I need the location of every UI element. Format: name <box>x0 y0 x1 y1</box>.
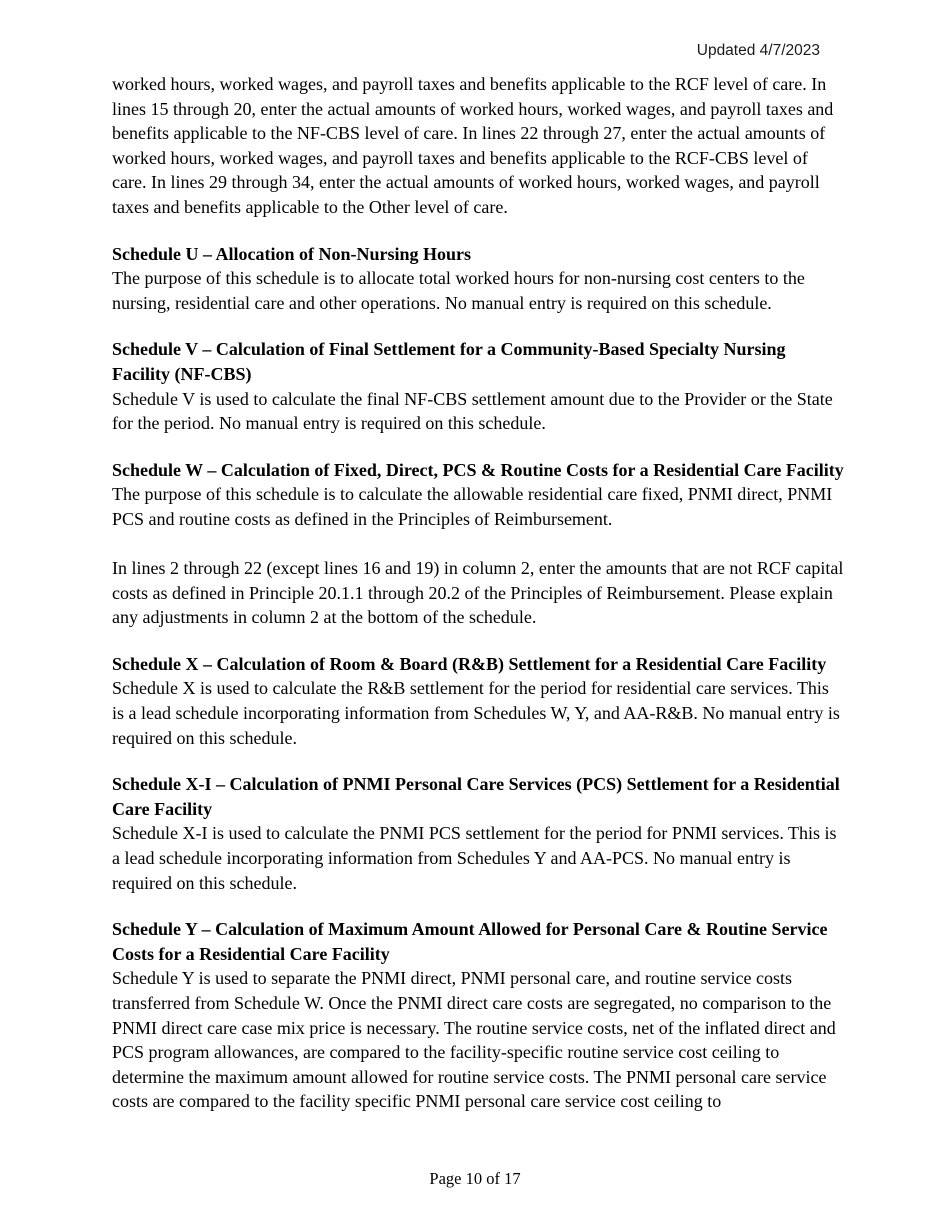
intro-paragraph: worked hours, worked wages, and payroll taxes and benefits applicable to the RCF level of care. In lines 15 through 20, enter the actual amounts of worked hours, worked wages, and payroll taxes and benefits applicable to the NF-CBS level of care. In lines 22 through 27, enter the actual amounts of worked hours, worked wages, and payroll taxes and benefits applicable to the RCF-CBS level of care. In lines 29 through 34, enter the actual amounts of worked hours, worked wages, and payroll taxes and benefits applicable to the Other level of care. <box>112 74 834 217</box>
schedule-w-body-2: In lines 2 through 22 (except lines 16 and 19) in column 2, enter the amounts that are not RCF capital costs as defined in Principle 20.1.1 through 20.2 of the Principles of Reimbursement. Please explain any adjustments in column 2 at the bottom of the schedule. <box>112 558 844 628</box>
schedule-x-i-body: Schedule X-I is used to calculate the PNMI PCS settlement for the period for PNMI services. This is a lead schedule incorporating information from Schedules Y and AA-PCS. No manual entry is required on this schedule. <box>112 823 837 893</box>
section-schedule-x-i <box>112 772 844 895</box>
schedule-x-body: Schedule X is used to calculate the R&B settlement for the period for residential care services. This is a lead schedule incorporating information from Schedules W, Y, and AA-R&B. No manual entry is required on this schedule. <box>112 678 840 748</box>
schedule-x-heading: Schedule X – Calculation of Room & Board (R&B) Settlement for a Residential Care Facility <box>112 653 827 674</box>
schedule-y-heading: Schedule Y – Calculation of Maximum Amount Allowed for Personal Care & Routine Service Costs for a Residential Care Facility <box>112 919 828 964</box>
section-schedule-y <box>112 917 844 1114</box>
schedule-u-heading: Schedule U – Allocation of Non-Nursing Hours <box>112 243 472 264</box>
schedule-x-i-heading: Schedule X-I – Calculation of PNMI Personal Care Services (PCS) Settlement for a Residential Care Facility <box>112 774 840 819</box>
schedule-w-body: The purpose of this schedule is to calculate the allowable residential care fixed, PNMI direct, PNMI PCS and routine costs as defined in the Principles of Reimbursement. <box>112 484 833 529</box>
schedule-v-body: Schedule V is used to calculate the final NF-CBS settlement amount due to the Provider or the State for the period. No manual entry is required on this schedule. <box>112 388 833 434</box>
section-schedule-w <box>112 458 844 630</box>
section-schedule-u <box>112 242 844 316</box>
schedule-y-body: Schedule Y is used to separate the PNMI direct, PNMI personal care, and routine service costs transferred from Schedule W. Once the PNMI direct care costs are segregated, no comparison to the PNMI direct care case mix price is necessary. The routine service costs, net of the inflated direct and PCS program allowances, are compared to the facility-specific routine service cost ceiling to determine the maximum amount allowed for routine service costs. The PNMI personal care service costs are compared to the facility specific PNMI personal care service cost ceiling to <box>112 968 836 1112</box>
schedule-u-body: The purpose of this schedule is to allocate total worked hours for non-nursing cost centers to the nursing, residential care and other operations. No manual entry is required on this schedule. <box>112 268 805 313</box>
section-schedule-x <box>112 652 844 750</box>
schedule-v-heading: Schedule V – Calculation of Final Settlement for a Community-Based Specialty Nursing Facility (NF-CBS) <box>112 339 786 384</box>
section-schedule-v <box>112 337 844 435</box>
page-content <box>112 72 844 1136</box>
page-number: Page 10 of 17 <box>429 1169 521 1188</box>
updated-date: Updated 4/7/2023 <box>696 42 820 59</box>
schedule-w-heading: Schedule W – Calculation of Fixed, Direct, PCS & Routine Costs for a Residential Care Facility <box>112 459 844 480</box>
